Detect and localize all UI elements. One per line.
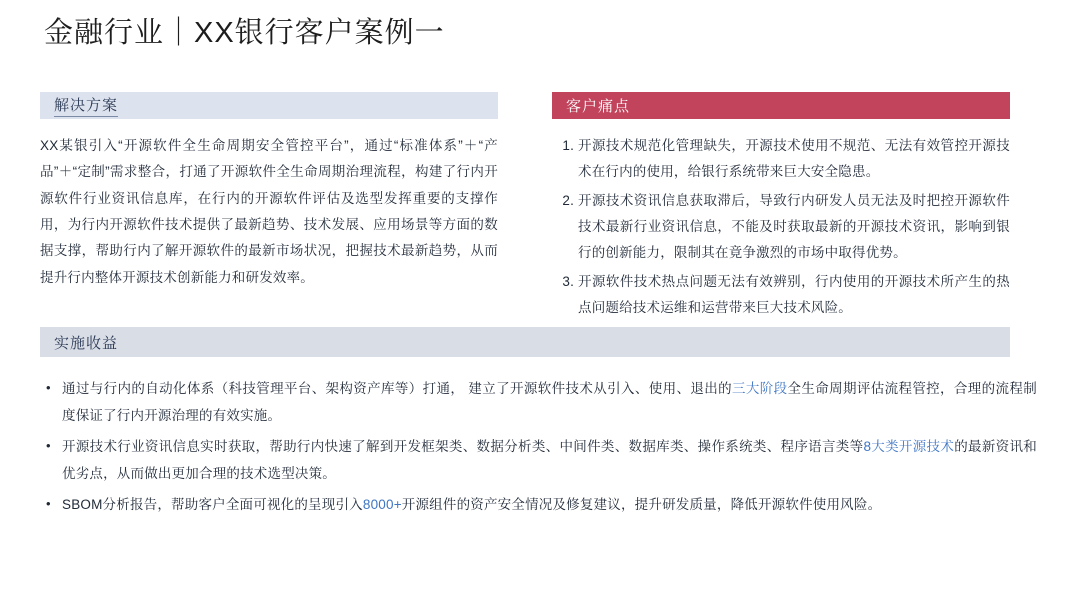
list-item: 2. 开源技术资讯信息获取滞后，导致行内研发人员无法及时把控开源软件技术最新行业资讯信息，不能及时获取最新的开源技术资讯，影响到银行的创新能力，限制其在竟争激烈的市场中取得优势。 bbox=[578, 188, 1010, 267]
pain-points-heading-bar bbox=[552, 92, 1010, 119]
benefit-text-prefix: 通过与行内的自动化体系（科技管理平台、架构资产库等）打通， 建立了开源软件技术从引入、使用、退出的 bbox=[62, 381, 732, 396]
benefits-list bbox=[40, 375, 1037, 522]
list-item bbox=[62, 433, 1037, 487]
benefit-text-prefix: 开源技术行业资讯信息实时获取，帮助行内快速了解到开发框架类、数据分析类、中间件类、数据库类、操作系统类、程序语言类等 bbox=[62, 439, 864, 454]
benefits-heading-bar bbox=[40, 327, 1010, 357]
solution-body-text: XX某银引入“开源软件全生命周期安全管控平台”，通过“标准体系”＋“产品”＋“定制”需求整合，打通了开源软件全生命周期治理流程，构建了行内开源软件行业资讯信息库，在行内的开源软件评估及选型发挥重要的支撑作用，为行内开源软件技术提供了最新趋势、技术发展、应用场景等方面的数据支撑，帮助行内了解开源软件的最新市场状况，把握技术最新趋势，从而提升行内整体开源技术创新能力和研发效率。 bbox=[40, 138, 498, 285]
list-item bbox=[62, 375, 1037, 429]
benefits-heading-text: 实施收益 bbox=[54, 335, 119, 352]
solution-heading-bar bbox=[40, 92, 498, 119]
list-item: 1. 开源技术规范化管理缺失，开源技术使用不规范、无法有效管控开源技术在行内的使用，给银行系统带来巨大安全隐患。 bbox=[578, 133, 1010, 186]
pain-points-heading-text: 客户痛点 bbox=[566, 99, 631, 115]
benefit-text-suffix: 开源组件的资产安全情况及修复建议，提升研发质量，降低开源软件使用风险。 bbox=[401, 497, 882, 512]
benefit-text-highlight: 8000+ bbox=[362, 497, 402, 512]
pain-points-list bbox=[552, 133, 1010, 321]
benefit-text-prefix: SBOM分析报告，帮助客户全面可视化的呈现引入 bbox=[62, 497, 363, 512]
benefit-text-suffix: 的最新资讯和优劣点，从而做出更加合理的技术选型决策。 bbox=[62, 439, 1037, 481]
pain-points-section bbox=[552, 92, 1010, 323]
list-item: 3. 开源软件技术热点问题无法有效辨别，行内使用的开源技术所产生的热点问题给技术运维和运营带来巨大技术风险。 bbox=[578, 269, 1010, 322]
page-title: 金融行业｜XX银行客户案例一 bbox=[44, 17, 445, 49]
solution-section bbox=[40, 92, 498, 291]
benefit-text-suffix: 全生命周期评估流程管控，合理的流程制度保证了行内开源治理的有效实施。 bbox=[62, 381, 1037, 423]
solution-heading-text: 解决方案 bbox=[54, 94, 118, 117]
benefit-text-highlight: 三大阶段 bbox=[731, 381, 788, 396]
benefit-text-highlight: 8大类开源技术 bbox=[863, 439, 955, 454]
list-item bbox=[62, 491, 1037, 518]
